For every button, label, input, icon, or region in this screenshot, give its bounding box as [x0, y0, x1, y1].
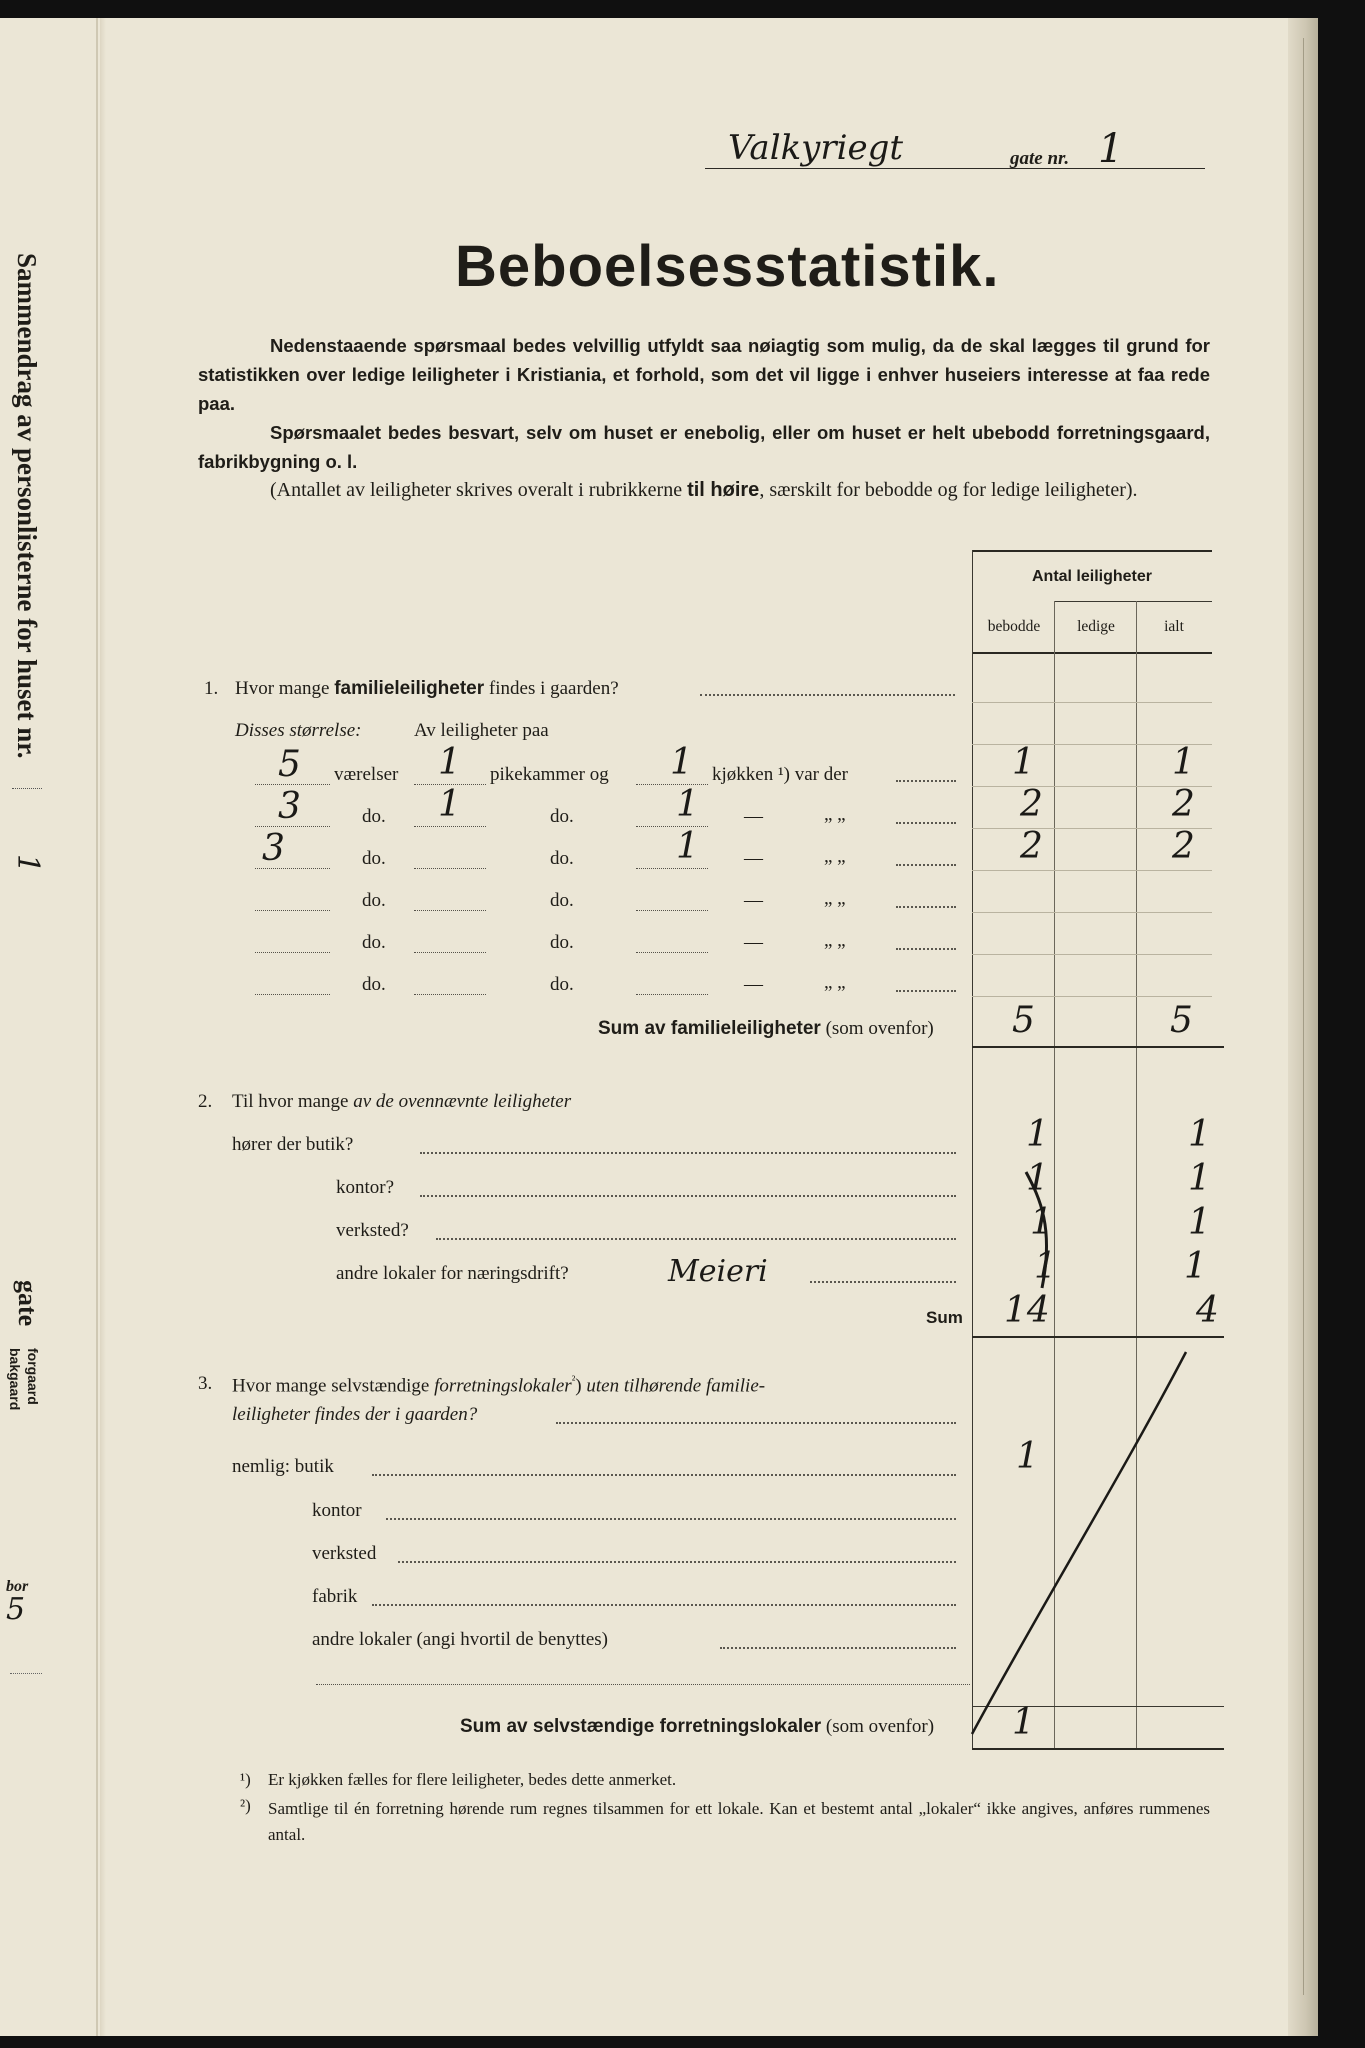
sidebar-bakgaard: bakgaard — [7, 1348, 23, 1411]
row3-maid-line — [414, 868, 486, 869]
row2-ialt: 2 — [1172, 784, 1195, 825]
q2-number: 2. — [198, 1091, 213, 1112]
page-fold — [96, 18, 98, 2036]
q3-question-line1 — [232, 1373, 962, 1397]
row3-leader — [896, 864, 956, 866]
q2-andre: andre lokaler for næringsdrift? — [336, 1263, 569, 1284]
q3-kontor-leader — [386, 1518, 956, 1520]
q2-butik-leader — [420, 1152, 956, 1154]
sidebar-house-number: 1 — [10, 853, 46, 874]
page-fold-shadow — [100, 18, 106, 2036]
q3-kontor: kontor — [312, 1500, 362, 1521]
q2-sum-line — [972, 1336, 1224, 1338]
q1-sum-c: (som ovenfor) — [820, 1018, 934, 1039]
footnote-1: Er kjøkken fælles for flere leiligheter, bedes dette anmerket. — [268, 1770, 677, 1789]
intro-paragraph-2: Spørsmaalet bedes besvart, selv om huset er enebolig, eller om huset er helt ubebodd forretningsgaard, fabrikbygning o. l. — [198, 422, 1210, 472]
intro-p3-bold: til høire — [687, 479, 760, 501]
row4-leader — [896, 906, 956, 908]
sidebar-title: Sammendrag av personlisterne for huset nr. — [12, 253, 42, 759]
row4-ditto: „ „ — [824, 888, 846, 909]
gate-label: gate nr. — [1010, 148, 1070, 169]
q1-sum-line — [972, 1046, 1224, 1048]
row4-do-1: do. — [362, 890, 386, 911]
page-title: Beboelsesstatistik. — [455, 234, 1000, 299]
q1-question — [235, 678, 619, 700]
row1-bebodde: 1 — [1012, 742, 1035, 783]
q1-sum-ialt: 5 — [1170, 1000, 1193, 1041]
row4-dash: — — [744, 890, 763, 911]
row5-do-2: do. — [550, 932, 574, 953]
q3-andre-leader — [720, 1647, 956, 1649]
q3-butik-bebodde: 1 — [1016, 1436, 1039, 1477]
q2-bracket-stroke — [1020, 1168, 1060, 1298]
row4-rooms-line — [255, 910, 330, 911]
row6-kitchen-line — [636, 994, 708, 995]
q1-sum-label — [598, 1018, 934, 1040]
row5-kitchen-line — [636, 952, 708, 953]
q2-butik: hører der butik? — [232, 1134, 354, 1155]
row6-ditto: „ „ — [824, 972, 846, 993]
q3-fabrik: fabrik — [312, 1586, 358, 1607]
q2-verksted-bebodde: 1 — [1030, 1202, 1053, 1243]
row1-vaerelser: værelser — [334, 764, 399, 785]
q1-sum-b: familieleiligheter — [670, 1018, 821, 1039]
row5-ditto: „ „ — [824, 930, 846, 951]
q3-butik: nemlig: butik — [232, 1456, 334, 1477]
q1-sizes-text: Av leiligheter paa — [414, 720, 549, 741]
row2-kitchen: 1 — [676, 784, 699, 825]
q1-leader — [700, 694, 955, 696]
q3-text-d: uten tilhørende familie- — [586, 1375, 766, 1397]
q3-sum-a: Sum av — [460, 1716, 533, 1737]
row5-do-1: do. — [362, 932, 386, 953]
q3-sum-bebodde: 1 — [1012, 1702, 1035, 1743]
row3-do-1: do. — [362, 848, 386, 869]
row3-do-2: do. — [550, 848, 574, 869]
row2-ditto: „ „ — [824, 804, 846, 825]
q2-andre-leader — [810, 1281, 956, 1283]
footnote-2-mark: ²) — [240, 1796, 251, 1815]
row3-kitchen-line — [636, 868, 708, 869]
sidebar-yard-block — [4, 1348, 42, 1468]
q2-verksted-ialt: 1 — [1188, 1202, 1211, 1243]
row1-pikekammer: pikekammer og — [490, 764, 609, 785]
street-name-handwritten: Valkyriegt — [728, 128, 904, 168]
footnote-1-mark: ¹) — [240, 1770, 251, 1789]
q2-butik-bebodde: 1 — [1026, 1114, 1049, 1155]
q1-text-bold: familieleiligheter — [334, 678, 485, 699]
page-edge-line — [1303, 38, 1304, 1995]
row4-do-2: do. — [550, 890, 574, 911]
q3-text-c: ) — [575, 1375, 587, 1397]
table-header-divider — [1054, 601, 1212, 602]
q2-verksted: verksted? — [336, 1220, 409, 1241]
q2-sum-bebodde: 14 — [1004, 1290, 1050, 1331]
table-header-bottom — [972, 652, 1212, 654]
q3-extra-line — [316, 1684, 970, 1685]
q1-sum-a: Sum av — [598, 1018, 671, 1039]
q3-verksted: verksted — [312, 1543, 377, 1564]
q2-kontor-bebodde: 1 — [1026, 1158, 1049, 1199]
grid-row-line — [972, 996, 1212, 997]
row6-dash: — — [744, 974, 763, 995]
q3-diagonal-stroke — [960, 1348, 1200, 1748]
row3-rooms: 3 — [262, 828, 285, 869]
row2-rooms: 3 — [278, 786, 301, 827]
q3-sum-b: selvstændige forretningslokaler — [532, 1716, 822, 1737]
intro-p3-c: , særskilt for bebodde og for ledige leiligheter). — [759, 479, 1138, 501]
q1-sum-bebodde: 5 — [1012, 1000, 1035, 1041]
q2-sum-ialt: 4 — [1196, 1290, 1219, 1331]
table-header-group: Antal leiligheter — [1031, 568, 1153, 585]
q1-number: 1. — [204, 678, 219, 699]
footnote-2: Samtlige til én forretning hørende rum regnes tilsammen for ett lokale. Kan et bestemt antal „lokaler“ ikke angives, anføres rummenes antal. — [268, 1799, 1210, 1844]
row4-kitchen-line — [636, 910, 708, 911]
q3-andre: andre lokaler (angi hvortil de benyttes) — [312, 1629, 608, 1650]
row3-bebodde: 2 — [1020, 826, 1043, 867]
q2-kontor: kontor? — [336, 1177, 395, 1198]
form-page — [0, 18, 1318, 2036]
row1-maid: 1 — [438, 742, 461, 783]
intro-paragraph-3 — [198, 476, 1210, 505]
q1-text-c: findes i gaarden? — [484, 678, 619, 699]
row3-ditto: „ „ — [824, 846, 846, 867]
row1-kjokken: kjøkken ¹) var der — [712, 764, 849, 785]
q2-andre-ialt: 1 — [1184, 1246, 1207, 1287]
q2-andre-handwritten: Meieri — [668, 1254, 768, 1289]
col-ledige-header: ledige — [1077, 618, 1115, 635]
row3-dash: — — [744, 848, 763, 869]
q2-butik-ialt: 1 — [1188, 1114, 1211, 1155]
q3-number: 3. — [198, 1373, 213, 1394]
row4-maid-line — [414, 910, 486, 911]
q2-andre-bebodde: 1 — [1034, 1246, 1057, 1287]
grid-row-line — [972, 954, 1212, 955]
gate-number-handwritten: 1 — [1098, 126, 1124, 172]
sidebar-dotline-2 — [10, 1673, 42, 1674]
row3-ialt: 2 — [1172, 826, 1195, 867]
q2-text-italic: av de ovennævnte leiligheter — [353, 1091, 572, 1112]
row3-kitchen: 1 — [676, 826, 699, 867]
row5-leader — [896, 948, 956, 950]
q3-text-a: Hvor mange selvstændige — [232, 1375, 435, 1397]
q2-verksted-leader — [436, 1238, 956, 1240]
sidebar-summary — [8, 253, 42, 1753]
q2-question — [232, 1091, 571, 1113]
intro-p3-a: (Antallet av leiligheter skrives overalt i rubrikkerne — [270, 479, 688, 501]
row6-do-2: do. — [550, 974, 574, 995]
row6-maid-line — [414, 994, 486, 995]
sidebar-forgaard: forgaard — [25, 1348, 41, 1405]
q3-butik-leader — [372, 1474, 956, 1476]
grid-row-line — [972, 870, 1212, 871]
q3-question-line2: leiligheter findes der i gaarden? — [232, 1404, 478, 1425]
q3-fabrik-leader — [372, 1604, 956, 1606]
q3-sum-bottom — [972, 1748, 1224, 1750]
q2-kontor-leader — [420, 1195, 956, 1197]
row2-bebodde: 2 — [1020, 784, 1043, 825]
q1-sizes-label: Disses størrelse: — [235, 720, 362, 741]
row2-do-2: do. — [550, 806, 574, 827]
row1-ialt: 1 — [1172, 742, 1195, 783]
q3-sum-c: (som ovenfor) — [821, 1716, 935, 1737]
sidebar-dotline — [12, 788, 42, 790]
q2-sum-label: Sum — [926, 1308, 963, 1327]
row2-dash: — — [744, 806, 763, 827]
q3-sup: ² — [571, 1373, 576, 1387]
row2-maid: 1 — [438, 784, 461, 825]
intro-paragraph-1: Nedenstaaende spørsmaal bedes velvillig utfyldt saa nøiagtig som mulig, da de skal lægges til grund for statistikken over ledige leiligheter i Kristiania, et forhold, som det vil ligge i enhver huseiers interesse at faa rede paa. — [198, 335, 1210, 414]
row2-do-1: do. — [362, 806, 386, 827]
row5-dash: — — [744, 932, 763, 953]
row6-do-1: do. — [362, 974, 386, 995]
q3-text-italic: forretningslokaler — [434, 1375, 572, 1397]
col-ialt-header: ialt — [1164, 618, 1184, 635]
sidebar-gate: gate — [13, 1280, 42, 1327]
row2-maid-line — [414, 826, 486, 827]
sidebar-bor-value: 5 — [6, 1592, 26, 1627]
row6-leader — [896, 990, 956, 992]
row5-rooms-line — [255, 952, 330, 953]
row5-maid-line — [414, 952, 486, 953]
q2-kontor-ialt: 1 — [1188, 1158, 1211, 1199]
gate-underline — [705, 168, 1205, 169]
q3-verksted-leader — [398, 1561, 956, 1563]
row1-leader — [896, 780, 956, 782]
row1-rooms: 5 — [278, 744, 301, 785]
q3-sum-label — [460, 1716, 934, 1738]
sidebar-bor-label: bor — [6, 1578, 29, 1595]
grid-row-line — [972, 912, 1212, 913]
q2-text-a: Til hvor mange — [232, 1091, 354, 1112]
grid-row-line — [972, 702, 1212, 703]
q1-text-a: Hvor mange — [235, 678, 335, 699]
col-bebodde-header: bebodde — [987, 618, 1041, 635]
q3-leader — [556, 1422, 956, 1424]
row6-rooms-line — [255, 994, 330, 995]
row1-kitchen: 1 — [670, 742, 693, 783]
row2-leader — [896, 822, 956, 824]
